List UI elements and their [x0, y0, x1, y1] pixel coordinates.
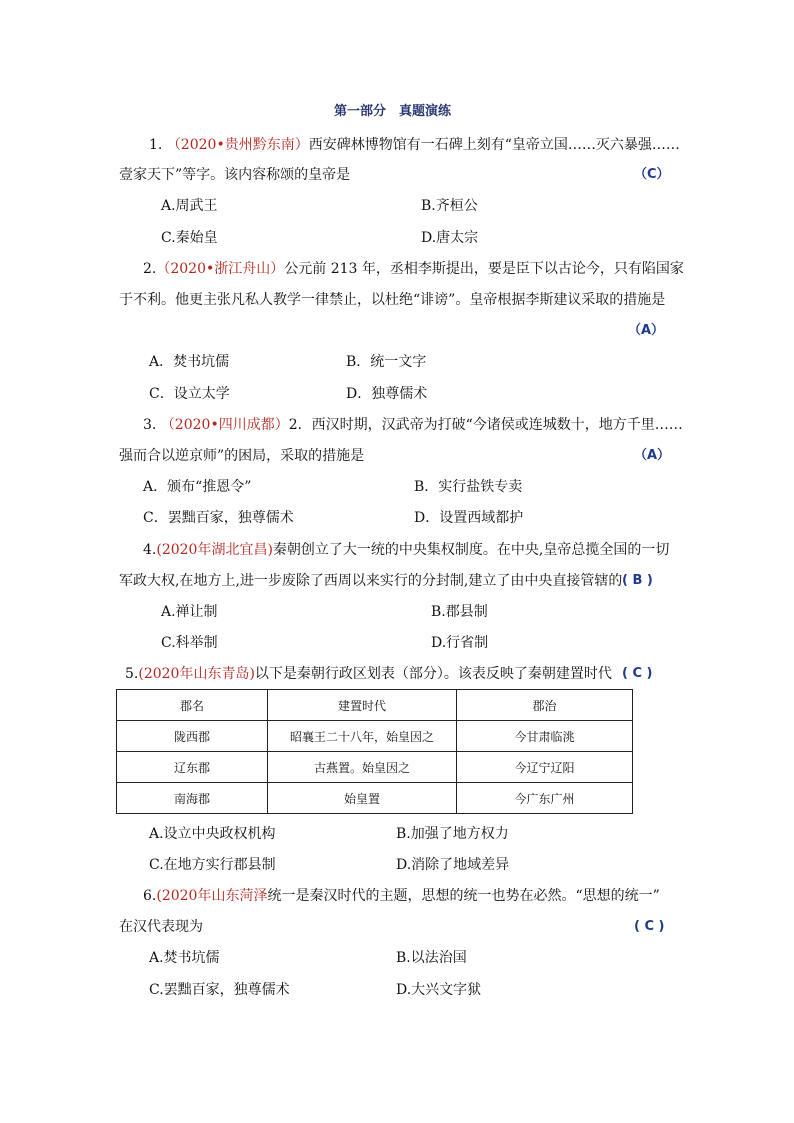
question-text: 公元前 213 年，丞相李斯提出，要是臣下以古论今，只有陷国家 — [284, 261, 684, 277]
option-b: B.郡县制 — [431, 604, 488, 620]
option-b: B.齐桓公 — [421, 198, 478, 214]
table-header-cell: 郡治 — [457, 690, 633, 721]
table-cell: 辽东郡 — [117, 752, 268, 783]
option-d: D.大兴文字狱 — [396, 982, 482, 998]
question-text: 西安碑林博物馆有一石碑上刻有“皇帝立国……灭六暴强…… — [308, 137, 680, 153]
question-number: 4. — [143, 542, 157, 558]
option-a: A.禅让制 — [161, 604, 218, 620]
question-3-stem — [143, 416, 683, 434]
answer-badge: ( C ) — [622, 666, 653, 681]
option-a: A.设立中央政权机构 — [149, 826, 276, 842]
table-cell: 昭襄王二十八年，始皇因之 — [268, 721, 457, 752]
option-c: C．罢黜百家，独尊儒术 — [143, 510, 294, 526]
option-c: C.罢黜百家，独尊儒术 — [149, 982, 290, 998]
page-title: 第一部分 真题演练 — [334, 104, 452, 119]
option-a: A．焚书坑儒 — [149, 354, 230, 370]
question-number: 5. — [125, 666, 139, 682]
option-b: B．统一文字 — [346, 354, 427, 370]
table-cell: 陇西郡 — [117, 721, 268, 752]
option-b: B．实行盐铁专卖 — [414, 479, 523, 495]
answer-badge: （A） — [634, 448, 671, 463]
question-text: 2．西汉时期，汉武帝为打破“今诸侯或连城数十，地方千里…… — [288, 417, 683, 433]
question-source: （2020•四川成都） — [160, 417, 289, 433]
table-cell: 始皇置 — [268, 783, 457, 814]
table-cell: 今辽宁辽阳 — [457, 752, 633, 783]
option-c: C.科举制 — [161, 635, 218, 651]
question-number: 2. — [143, 261, 157, 277]
question-1-stem-cont: 壹家天下”等字。该内容称颂的皇帝是 — [119, 167, 351, 183]
option-d: D.行省制 — [431, 635, 489, 651]
table-header-cell: 建置时代 — [268, 690, 457, 721]
question-number: 3. — [143, 417, 157, 433]
table-cell: 古燕置。始皇因之 — [268, 752, 457, 783]
answer-badge: （A） — [628, 323, 665, 338]
question-source: (2020年山东青岛) — [138, 666, 255, 682]
option-c: C．设立太学 — [149, 386, 230, 402]
table-row — [117, 783, 633, 814]
question-source: (2020年湖北宜昌) — [156, 542, 273, 558]
question-text: 以下是秦朝行政区划表（部分）。该表反映了秦朝建置时代 — [254, 666, 612, 682]
table-row — [117, 721, 633, 752]
question-3-stem-cont: 强而合以逆京师”的困局，采取的措施是 — [119, 448, 365, 464]
question-number: 6. — [143, 888, 157, 904]
question-number: 1. — [149, 137, 163, 153]
option-c: C.秦始皇 — [161, 230, 218, 246]
question-1-stem — [149, 136, 680, 154]
option-a: A.周武王 — [161, 198, 218, 214]
question-6-stem — [143, 887, 660, 905]
answer-badge: （C） — [634, 167, 670, 182]
question-source: （2020•贵州黔东南） — [166, 137, 309, 153]
table-row — [117, 752, 633, 783]
option-b: B.加强了地方权力 — [396, 826, 509, 842]
table-cell: 今广东广州 — [457, 783, 633, 814]
question-text: 统一是秦汉时代的主题，思想的统一也势在必然。“思想的统一” — [267, 888, 660, 904]
option-b: B.以法治国 — [396, 950, 467, 966]
question-source: (2020年山东菏泽 — [156, 888, 268, 904]
table-cell: 今甘肃临洮 — [457, 721, 633, 752]
option-a: A．颁布“推恩令” — [143, 479, 252, 495]
question-text: 秦朝创立了大一统的中央集权制度。在中央,皇帝总揽全国的一切 — [272, 542, 670, 558]
option-c: C.在地方实行郡县制 — [149, 857, 276, 873]
table-cell: 南海郡 — [117, 783, 268, 814]
option-d: D.唐太宗 — [421, 230, 479, 246]
question-6-stem-cont: 在汉代表现为 — [119, 919, 203, 935]
answer-badge: ( C ) — [634, 919, 665, 934]
question-5-stem — [125, 665, 612, 683]
table-header-cell: 郡名 — [117, 690, 268, 721]
question-2-stem-cont: 于不利。他更主张凡私人教学一律禁止，以杜绝“诽谤”。皇帝根据李斯建议采取的措施是 — [119, 292, 666, 308]
option-d: D.消除了地域差异 — [396, 857, 510, 873]
question-4-stem — [143, 541, 669, 559]
question-source: （2020•浙江舟山） — [156, 261, 285, 277]
question-2-stem — [143, 260, 684, 278]
option-d: D．独尊儒术 — [346, 386, 428, 402]
question-4-stem-cont: 军政大权,在地方上,进一步废除了西周以来实行的分封制,建立了由中央直接管辖的 — [119, 573, 623, 589]
answer-badge: ( B ) — [622, 573, 653, 588]
admin-division-table — [116, 689, 633, 814]
option-a: A.焚书坑儒 — [149, 950, 220, 966]
option-d: D．设置西域都护 — [414, 510, 524, 526]
table-header-row — [117, 690, 633, 721]
